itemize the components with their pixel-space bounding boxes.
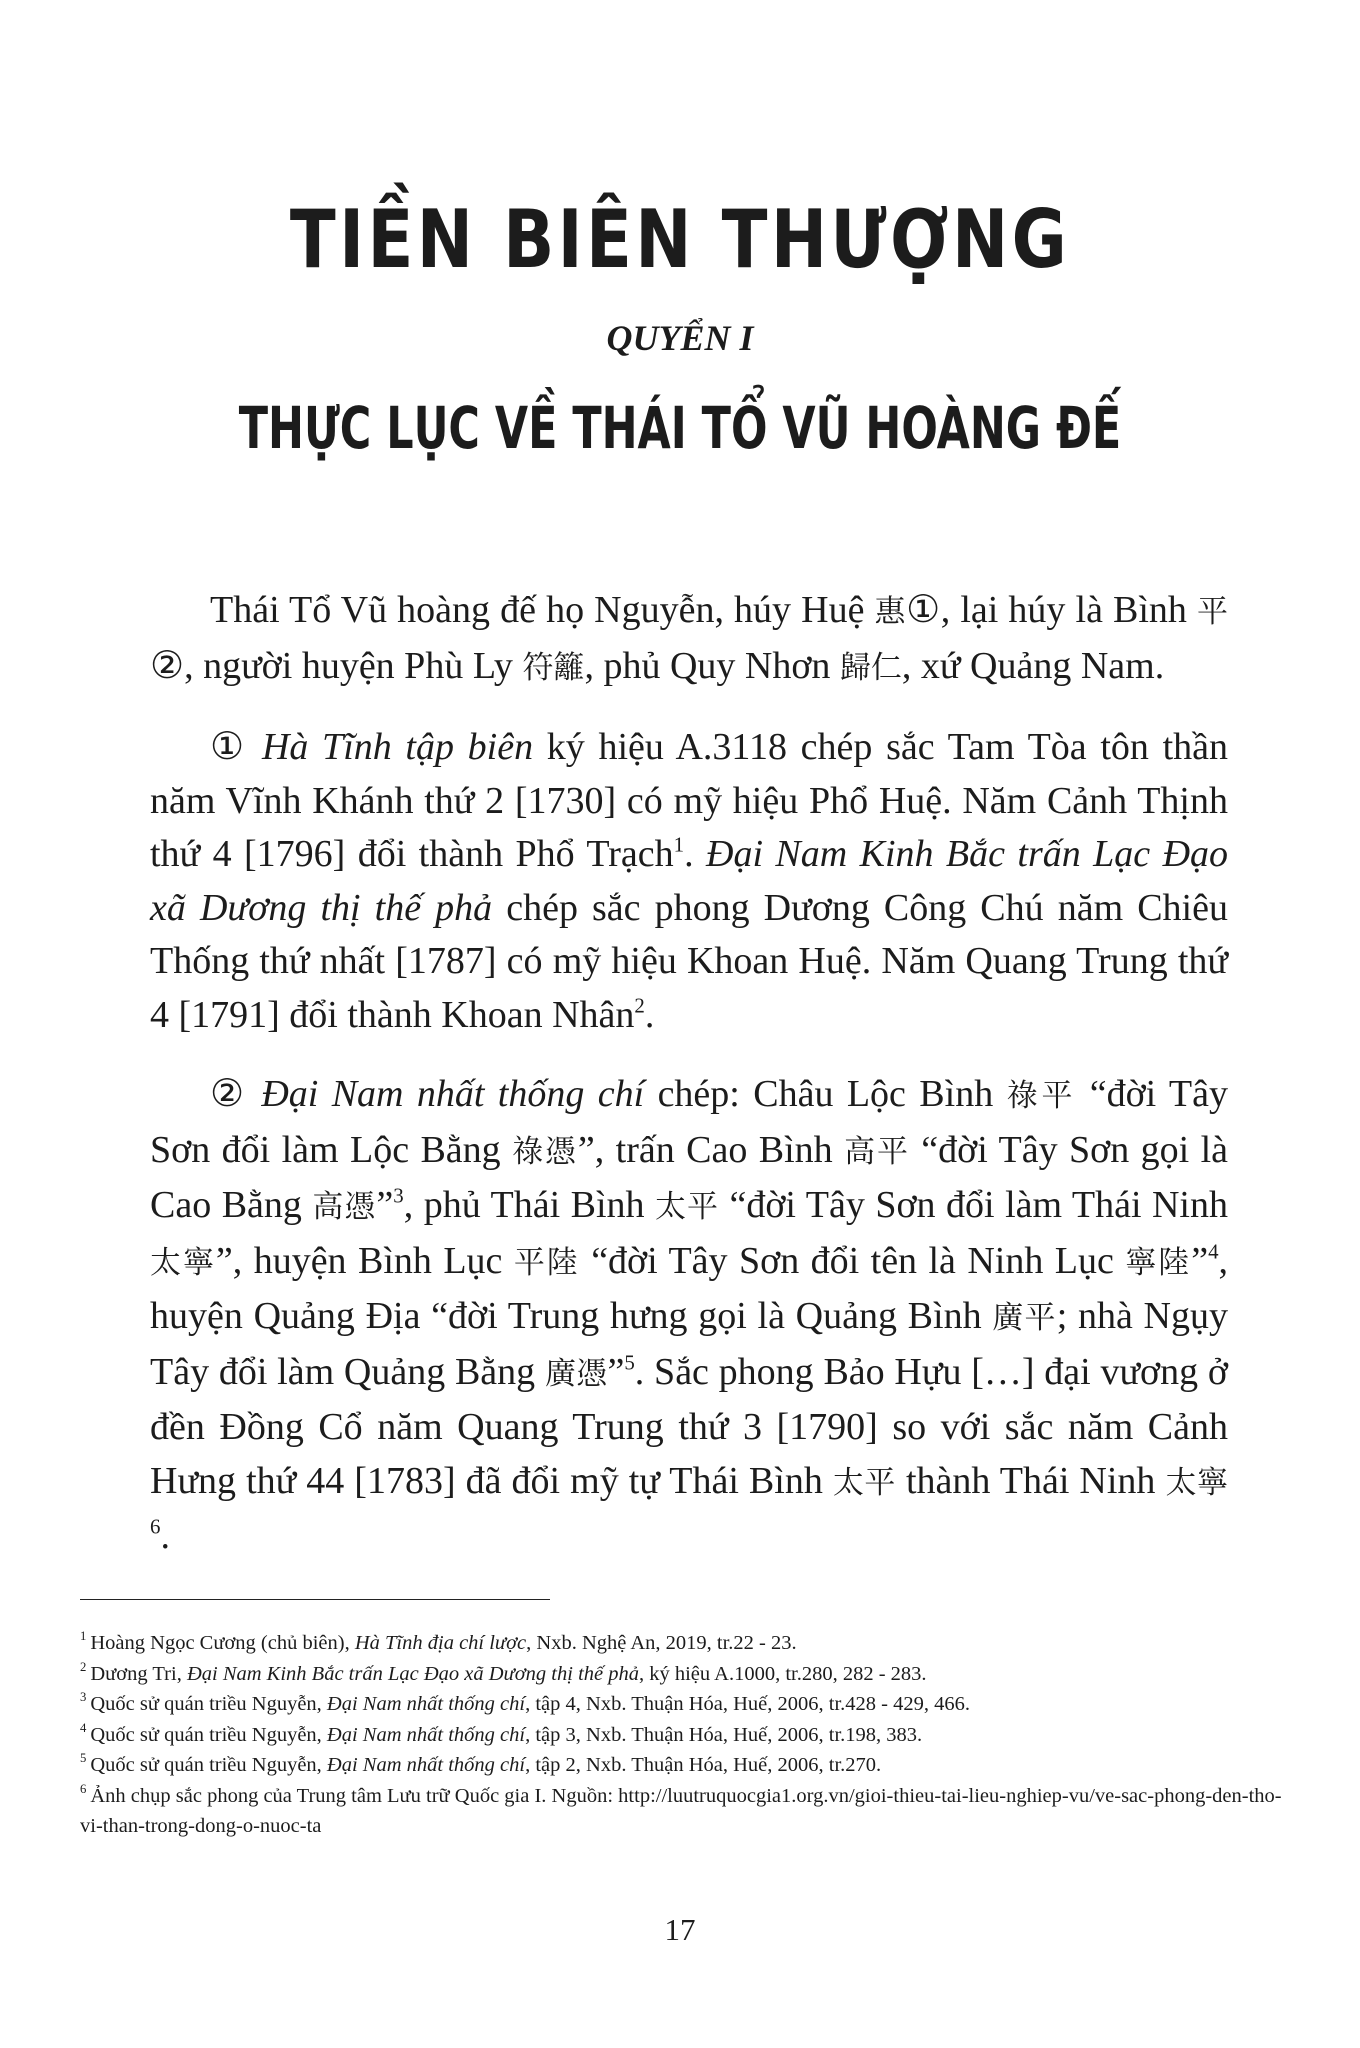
text-span: ”, trấn Cao Bình	[577, 1128, 845, 1171]
han-text: 惠	[874, 594, 907, 630]
page-number: 17	[664, 1912, 696, 1947]
book-title: TIỀN BIÊN THƯỢNG	[289, 193, 1071, 286]
footnote-title: Đại Nam nhất thống chí	[326, 1723, 526, 1746]
han-text: 平陸	[513, 1244, 580, 1281]
footnote-text: Quốc sử quán triều Nguyễn,	[90, 1723, 327, 1746]
footnote-title: Hà Tĩnh địa chí lược	[354, 1632, 527, 1654]
footnote-ref: 5	[624, 1349, 635, 1374]
book-title-italic: Đại Nam nhất thống chí	[261, 1073, 645, 1115]
footnote-6	[80, 1781, 1290, 1842]
footnotes	[80, 1628, 1290, 1842]
footnote-5	[80, 1750, 1290, 1781]
footnote-text: , tập 2, Nxb. Thuận Hóa, Huế, 2006, tr.270.	[525, 1754, 882, 1776]
text-span: ”	[376, 1184, 394, 1226]
footnote-ref: 2	[634, 992, 645, 1017]
footnote-ref: 1	[673, 832, 685, 857]
footnote-3	[80, 1689, 1290, 1720]
text-span: ①	[210, 726, 262, 768]
footnote-text: Ảnh chụp sắc phong của Trung tâm Lưu trữ Quốc gia I. Nguồn: http://luutruquocgia1.org.vn/gioi-thieu-tai-lieu-nghiep-vu/ve-sac-phong-den-tho-vi-than-trong-dong-o-nuoc-ta	[80, 1784, 1282, 1837]
paragraph-note-1	[150, 721, 1228, 1042]
text-span: thành Thái Ninh	[895, 1459, 1166, 1502]
text-span: ký hiệu A.3118 chép sắc Tam Tòa tôn thần năm Vĩnh Khánh thứ 2 [1730] có mỹ hiệu Phổ Huệ. Năm Cảnh Thịnh thứ 4 [1796] đổi thành Phổ Trạch	[150, 726, 1228, 875]
text-span: ②	[210, 1073, 262, 1115]
text-span: chép: Châu Lộc Bình	[644, 1073, 1007, 1115]
text-span: ; nhà Ngụy Tây đổi làm Quảng Bằng	[150, 1295, 1228, 1393]
footnote-text: , ký hiệu A.1000, tr.280, 282 - 283.	[638, 1662, 927, 1685]
text-span: “đời Tây Sơn gọi là Cao Bằng	[150, 1128, 1229, 1226]
han-text: 高憑	[312, 1189, 377, 1225]
text-span: ②, người huyện Phù Ly	[150, 644, 523, 687]
book-title-italic: Đại Nam Kinh Bắc trấn Lạc Đạo xã Dương thị thế phả	[150, 833, 1229, 929]
footnote-ref: 3	[393, 1183, 404, 1208]
han-text: 太寧	[150, 1244, 216, 1281]
footnote-divider	[80, 1599, 550, 1600]
text-span: ”, huyện Bình Lục	[215, 1239, 514, 1282]
footnote-text: , Nxb. Nghệ An, 2019, tr.22 - 23.	[526, 1632, 797, 1654]
footnote-text: Hoàng Ngọc Cương (chủ biên),	[90, 1632, 355, 1654]
footnote-ref: 4	[1208, 1238, 1219, 1263]
paragraph-note-2	[150, 1068, 1228, 1564]
text-span: Thái Tổ Vũ hoàng đế họ Nguyễn, húy Huệ	[210, 589, 875, 631]
text-span: , huyện Quảng Địa “đời Trung hưng gọi là Quảng Bình	[150, 1239, 1229, 1337]
han-text: 祿憑	[512, 1133, 578, 1170]
text-span: , xứ Quảng Nam.	[901, 644, 1165, 687]
text-span: , phủ Thái Bình	[403, 1184, 655, 1226]
paragraph-intro	[150, 584, 1228, 695]
han-text: 高平	[844, 1133, 910, 1170]
text-span: “đời Tây Sơn đổi tên là Ninh Lục	[579, 1239, 1126, 1282]
footnote-title: Đại Nam nhất thống chí	[326, 1754, 526, 1776]
text-span: , phủ Quy Nhơn	[584, 644, 840, 687]
footnote-number: 2	[80, 1659, 87, 1674]
footnote-text: Quốc sử quán triều Nguyễn,	[90, 1693, 327, 1715]
text-span: “đời Tây Sơn đổi làm Thái Ninh	[718, 1184, 1228, 1226]
han-text: 太平	[832, 1464, 896, 1501]
footnote-ref: 6	[150, 1514, 161, 1539]
text-span: ①, lại húy là Bình	[906, 589, 1198, 631]
footnote-number: 1	[80, 1629, 87, 1644]
han-text: 平	[1197, 594, 1229, 630]
text-span: ”	[607, 1350, 625, 1393]
text-span: . Sắc phong Bảo Hựu […] đại vương ở đền Đồng Cổ năm Quang Trung thứ 3 [1790] so với sắc năm Cảnh Hưng thứ 44 [1783] đã đổi mỹ tự Thái Bình	[150, 1350, 1229, 1502]
text-span: .	[684, 833, 706, 875]
han-text: 符籬	[522, 649, 585, 686]
footnote-number: 5	[80, 1751, 87, 1766]
han-text: 祿平	[1006, 1078, 1077, 1114]
footnote-number: 6	[80, 1781, 87, 1796]
footnote-text: , tập 3, Nxb. Thuận Hóa, Huế, 2006, tr.198, 383.	[525, 1723, 923, 1746]
han-text: 歸仁	[839, 649, 902, 686]
volume-label: QUYỂN I	[606, 318, 754, 358]
han-text: 太平	[655, 1189, 719, 1225]
text-span: ”	[1191, 1239, 1209, 1282]
han-text: 寧陸	[1125, 1244, 1192, 1281]
han-text: 太寧	[1165, 1464, 1229, 1501]
footnote-text: , tập 4, Nxb. Thuận Hóa, Huế, 2006, tr.428 - 429, 466.	[525, 1693, 970, 1715]
text-span: .	[160, 1515, 170, 1557]
footnote-number: 3	[80, 1690, 87, 1705]
footnote-title: Đại Nam Kinh Bắc trấn Lạc Đạo xã Dương thị thế phả	[186, 1662, 639, 1685]
book-title-italic: Hà Tĩnh tập biên	[261, 726, 534, 768]
han-text: 廣憑	[544, 1355, 608, 1392]
footnote-text: Quốc sử quán triều Nguyễn,	[90, 1754, 327, 1776]
footnote-title: Đại Nam nhất thống chí	[326, 1693, 526, 1715]
body-text	[150, 584, 1228, 1590]
footnote-4	[80, 1720, 1290, 1751]
footnote-1	[80, 1628, 1290, 1659]
footnote-number: 4	[80, 1720, 87, 1735]
han-text: 廣平	[992, 1300, 1057, 1336]
chapter-title: THỰC LỤC VỀ THÁI TỔ VŨ HOÀNG ĐẾ	[238, 394, 1122, 462]
text-span: chép sắc phong Dương Công Chú năm Chiêu Thống thứ nhất [1787] có mỹ hiệu Khoan Huệ. Năm Quang Trung thứ 4 [1791] đổi thành Khoan Nhân	[150, 886, 1228, 1036]
footnote-2	[80, 1659, 1290, 1690]
text-span: .	[644, 993, 655, 1036]
footnote-text: Dương Tri,	[90, 1662, 187, 1685]
text-span: “đời Tây Sơn đổi làm Lộc Bằng	[150, 1073, 1229, 1171]
